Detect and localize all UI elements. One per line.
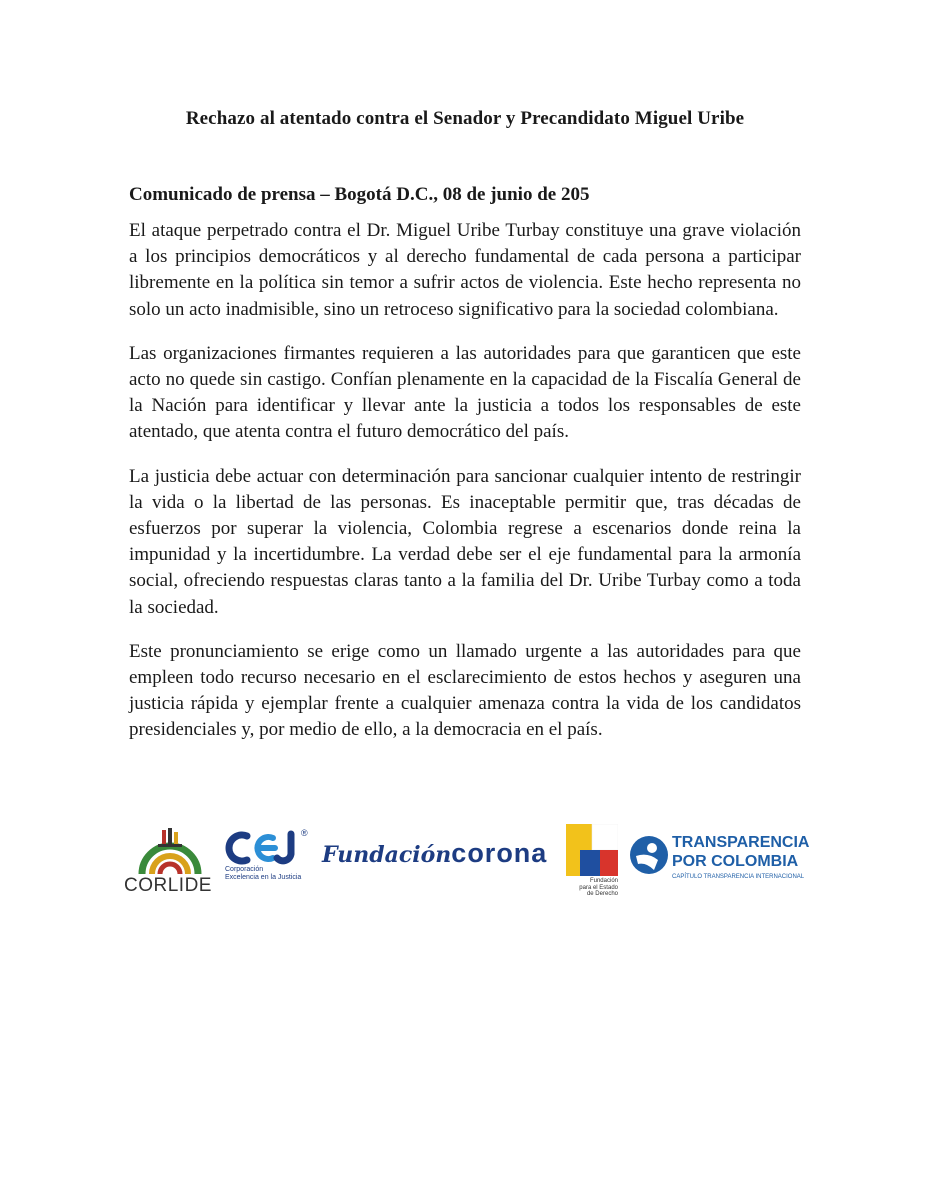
fpe-squares-icon <box>566 824 618 876</box>
transparencia-line2: POR COLOMBIA <box>672 853 799 870</box>
corlide-wordmark: CORLIDE <box>124 875 212 896</box>
corlide-emblem-icon <box>124 828 216 876</box>
document-subtitle: Comunicado de prensa – Bogotá D.C., 08 de junio de 205 <box>129 184 590 205</box>
document-title: Rechazo al atentado contra el Senador y Precandidato Miguel Uribe <box>185 108 745 129</box>
paragraph: La justicia debe actuar con determinación para sancionar cualquier intento de restringir la vida o la libertad de las personas. Es inaceptable permitir que, tras décadas de esfuerzos por superar la violencia, Colombia regrese a escenarios donde reina la impunidad y la incertidumbre. La verdad debe ser el eje fundamental para la armonía social, ofreciendo respuestas claras tanto a la familia del Dr. Uribe Turbay como a toda la sociedad. <box>129 465 801 618</box>
fundacion-corona-logo <box>322 838 562 878</box>
cej-mark-icon <box>225 830 325 866</box>
corlide-logo <box>124 828 216 896</box>
fundacion-estado-derecho-logo <box>566 824 618 906</box>
paragraph: El ataque perpetrado contra el Dr. Miguel Uribe Turbay constituye una grave violación a los principios democráticos y al derecho fundamental de cada persona a participar libremente en la política sin temor a sufrir actos de violencia. Este hecho representa no solo un acto inadmisible, sino un retroceso significativo para la sociedad colombiana. <box>129 220 801 320</box>
cej-logo <box>225 830 325 890</box>
transparencia-emblem-icon <box>628 834 670 876</box>
paragraph: Este pronunciamiento se erige como un llamado urgente a las autoridades para que empleen todo recurso necesario en el esclarecimiento de estos hechos y aseguren una justicia rápida y ejemplar frente a cualquier amenaza contra la vida de los candidatos presidenciales y, por medio de ello, a la democracia en el país. <box>129 640 801 741</box>
fundacion-corona-part1: Fundación <box>322 842 452 868</box>
signatory-logos <box>120 820 820 910</box>
transparencia-line1: TRANSPARENCIA <box>672 834 810 851</box>
document-body <box>129 218 801 762</box>
cej-subtitle: Corporación Excelencia en la Justicia <box>225 866 302 881</box>
transparencia-logo <box>628 832 808 888</box>
paragraph: Las organizaciones firmantes requieren a las autoridades para que garanticen que este acto no quede sin castigo. Confían plenamente en la capacidad de la Fiscalía General de la Nación para identificar y llevar ante la justicia a todos los responsables de este atentado, que atenta contra el futuro democrático del país. <box>129 342 801 443</box>
transparencia-line3: CAPÍTULO TRANSPARENCIA INTERNACIONAL <box>672 874 805 880</box>
fundacion-corona-part2: corona <box>451 838 548 868</box>
registered-mark: ® <box>301 828 308 838</box>
fpe-caption: Fundación para el Estado de Derecho <box>579 878 618 897</box>
